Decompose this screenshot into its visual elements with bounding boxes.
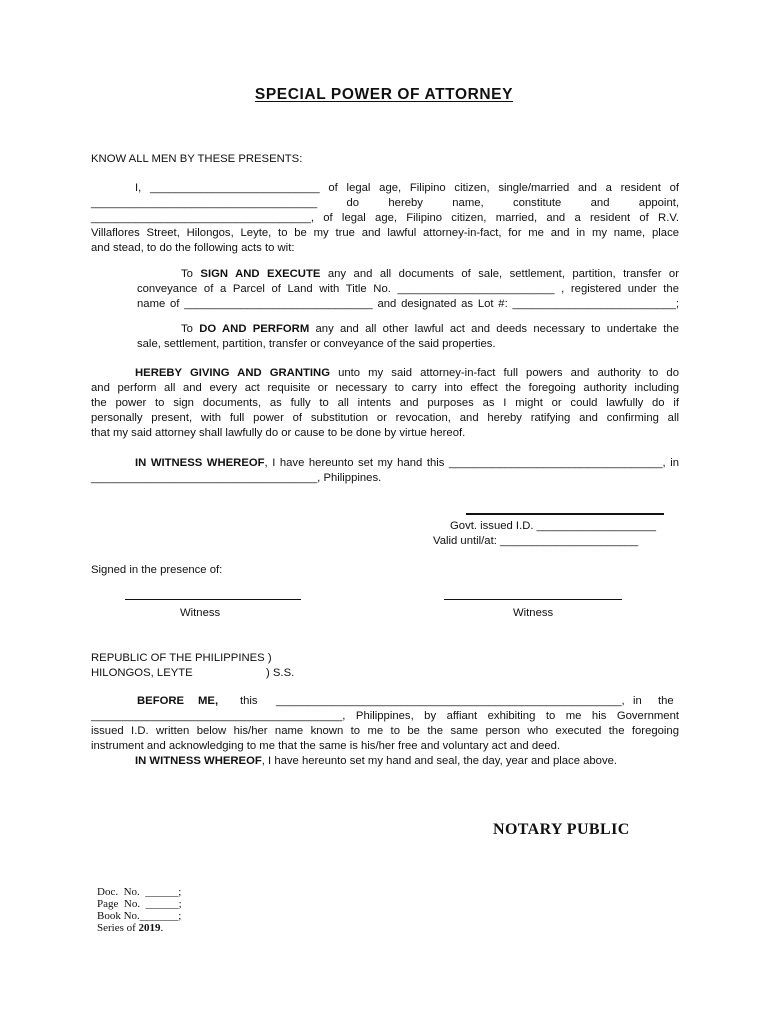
ack-me bbox=[198, 694, 218, 709]
ack-date-blank: _______________________________________________________, bbox=[276, 695, 625, 707]
para5-line-1 bbox=[91, 456, 679, 471]
venue-hilongos: HILONGOS, LEYTE bbox=[91, 667, 193, 679]
venue-republic: REPUBLIC OF THE PHILIPPINES ) bbox=[91, 652, 272, 664]
ack-bold-heading: IN WITNESS WHEREOF bbox=[135, 755, 262, 767]
para4-bold-heading: HEREBY GIVING AND GRANTING bbox=[135, 367, 330, 379]
para2-line-3: name of ______________________________ and designated as Lot #: __________________________; bbox=[137, 298, 679, 310]
page-no: Page No. ______; bbox=[97, 898, 182, 910]
ack-in: in bbox=[633, 695, 642, 707]
paragraph-sign-execute bbox=[137, 267, 679, 312]
witness-left-line bbox=[125, 599, 301, 600]
para2-bold-heading: SIGN AND EXECUTE bbox=[200, 268, 321, 280]
para5-line-2: ____________________________________, Philippines. bbox=[91, 472, 382, 484]
para3-line-1-rest: any and all other lawful act and deeds necessary to undertake the bbox=[309, 323, 680, 335]
paragraph-do-perform bbox=[137, 322, 679, 352]
para3-bold-heading: DO AND PERFORM bbox=[199, 323, 310, 335]
signed-presence-label: Signed in the presence of: bbox=[91, 564, 223, 576]
para4-line-2: and perform all and every act requisite or necessary to carry into effect the foregoing authority including bbox=[91, 382, 679, 394]
paragraph-witness-whereof bbox=[91, 456, 679, 486]
document-title: SPECIAL POWER OF ATTORNEY bbox=[254, 86, 514, 103]
govt-id-line: Govt. issued I.D. ___________________ bbox=[450, 520, 657, 532]
witness-right-label: Witness bbox=[513, 607, 554, 619]
para1-appoint-text: do hereby name, constitute and appoint, bbox=[346, 197, 680, 209]
ack-word-before: BEFORE bbox=[137, 695, 185, 707]
ack-line-2: ________________________________________, Philippines, by affiant exhibiting to me his Government bbox=[91, 710, 679, 722]
para2-line-2: conveyance of a Parcel of Land with Title No. _________________________ , registered under the bbox=[137, 283, 679, 295]
paragraph-granting bbox=[91, 366, 679, 441]
para2-line-1-rest: any and all documents of sale, settlement, partition, transfer or bbox=[320, 268, 679, 280]
principal-signature-line bbox=[466, 513, 664, 515]
para1-line-3: ___________________________________, of legal age, Filipino citizen, married, and a resident of R.V. bbox=[91, 212, 679, 224]
ack-the: the bbox=[658, 695, 674, 707]
para4-line-5: that my said attorney shall lawfully do or cause to be done by virtue hereof. bbox=[91, 427, 466, 439]
para4-line-1 bbox=[91, 366, 679, 381]
paragraph-principal bbox=[91, 181, 679, 256]
ack-before bbox=[137, 694, 184, 709]
para1-blank-residence: ____________________________________ bbox=[91, 197, 318, 209]
notary-public-label: NOTARY PUBLIC bbox=[493, 821, 630, 838]
series-prefix: Series of bbox=[97, 922, 139, 934]
para1-line-4: Villaflores Street, Hilongos, Leyte, to be my true and lawful attorney-in-fact, for me and in my name, place bbox=[91, 227, 679, 239]
ack-this: this bbox=[240, 695, 258, 707]
para4-line-1-rest: unto my said attorney-in-fact full powers and authority to do bbox=[329, 367, 679, 379]
para1-line-1: I, ___________________________ of legal age, Filipino citizen, single/married and a resident of bbox=[135, 182, 679, 194]
para4-line-3: the power to sign documents, as fully to all intents and purposes as I might or could lawfully do if bbox=[91, 397, 679, 409]
intro-line: KNOW ALL MEN BY THESE PRESENTS: bbox=[91, 153, 303, 165]
witness-right-line bbox=[444, 599, 622, 600]
series-year: 2019 bbox=[138, 922, 161, 934]
para2-line-1 bbox=[137, 267, 679, 282]
para4-line-4: personally present, with full power of substitution or revocation, and hereby ratifying and confirming all bbox=[91, 412, 679, 424]
series-suffix: . bbox=[160, 922, 164, 934]
para2-lead: To bbox=[181, 268, 201, 280]
para1-line-5: and stead, to do the following acts to wit: bbox=[91, 242, 295, 254]
doc-no: Doc. No. ______; bbox=[97, 886, 182, 898]
para1-line-2 bbox=[91, 196, 679, 211]
ack-word-me: ME, bbox=[198, 695, 219, 707]
ack-line-5 bbox=[91, 754, 679, 769]
ack-line-5-rest: , I have hereunto set my hand and seal, the day, year and place above. bbox=[261, 755, 618, 767]
series-line bbox=[97, 922, 163, 934]
para3-line-2: sale, settlement, partition, transfer or conveyance of the said properties. bbox=[137, 338, 496, 350]
ack-line-3: issued I.D. written below his/her name known to me to be the same person who executed the foregoing bbox=[91, 725, 679, 737]
witness-left-label: Witness bbox=[180, 607, 221, 619]
para5-bold-heading: IN WITNESS WHEREOF bbox=[135, 457, 265, 469]
valid-until-line: Valid until/at: ______________________ bbox=[433, 535, 639, 547]
paragraph-acknowledgment bbox=[91, 709, 679, 769]
para5-line-1-rest: , I have hereunto set my hand this __________________________________, in bbox=[264, 457, 679, 469]
para3-lead: To bbox=[181, 323, 200, 335]
ack-line-4: instrument and acknowledging to me that the same is his/her free and voluntary act and deed. bbox=[91, 740, 561, 752]
para3-line-1 bbox=[137, 322, 679, 337]
book-no: Book No._______; bbox=[97, 910, 182, 922]
venue-ss: ) S.S. bbox=[266, 667, 295, 679]
